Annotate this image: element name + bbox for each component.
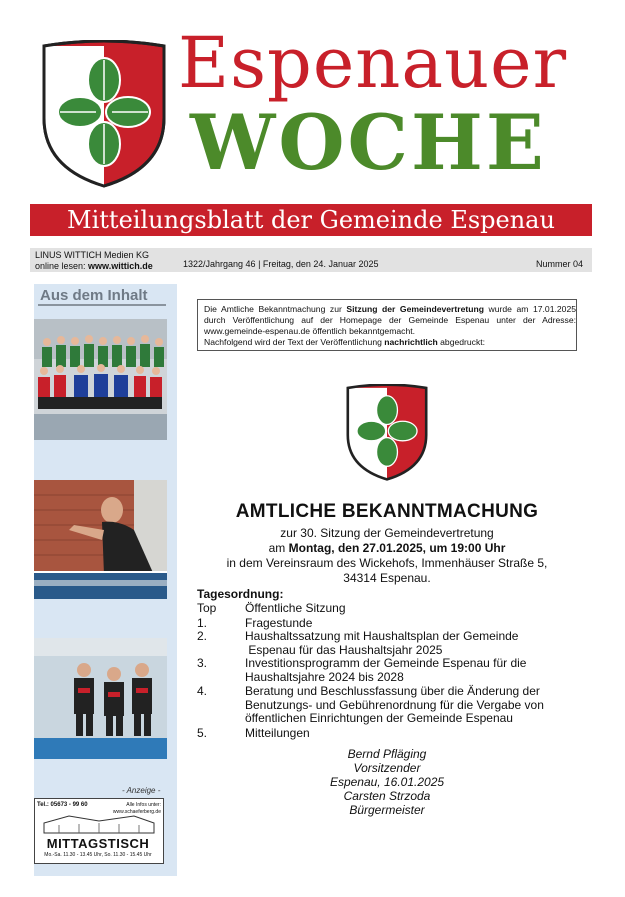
agenda-number: 4. [197,684,208,698]
masthead-banner: Mitteilungsblatt der Gemeinde Espenau [30,204,592,236]
advertisement-mittagstisch[interactable] [34,798,164,864]
ad-phone: Tel.: 05673 - 99 60 [37,802,88,808]
meeting-date: Montag, den 27.01.2025, um 19:00 Uhr [288,541,506,555]
agenda-text: Benutzungs- und Gebührenordnung für die Vergabe von [245,697,544,712]
agenda-number: 5. [197,726,208,740]
agenda-text: Mitteilungen [245,726,310,740]
signature-name-2: Carsten Strzoda [343,789,431,803]
agenda-text: Haushaltssatzung mit Haushaltsplan der Gemeinde [245,629,519,643]
coat-of-arms-icon [343,384,431,482]
sidebar-heading-underline [38,304,166,306]
agenda-text: Haushaltsjahre 2024 bis 2028 [245,669,404,684]
announcement-line1: zur 30. Sitzung der Gemeindevertretung [280,526,494,540]
signature-place-date: Espenau, 16.01.2025 [329,775,445,789]
agenda-text: Espenau für das Haushaltsjahr 2025 [245,642,443,657]
issue-number: Nummer 04 [536,259,584,269]
notice-text: abgedruckt: [437,337,486,347]
announcement-line3: in dem Vereinsraum des Wickehofs, Immenhäuser Straße 5, [226,556,548,570]
ad-label: - Anzeige - [122,786,161,795]
masthead-title-line2: WOCHE [190,98,547,187]
signature-role-1: Vorsitzender [353,761,421,775]
ad-title: MITTAGSTISCH [46,836,150,851]
house-drawing-icon [39,813,159,835]
notice-text: wurde am 17.01.2025 durch Veröffentlichung auf der Homepage der Gemeinde Espenau unter der Adresse: www.gemeinde-espenau.de öffentlich bekanntgemacht. [204,304,576,336]
agenda-number: 1. [197,616,208,630]
sidebar-heading: Aus dem Inhalt [40,287,148,304]
ad-info-line1: Alle Infos unter: [126,802,161,808]
issue-info: 1322/Jahrgang 46 | Freitag, den 24. Januar 2025 [183,259,379,269]
agenda-text: Fragestunde [245,616,313,630]
agenda-number: 3. [197,656,208,670]
agenda-number: 2. [197,629,208,643]
announcement-title: AMTLICHE BEKANNTMACHUNG [235,501,539,522]
ad-hours: Mo.-Sa. 11.30 - 13.45 Uhr, So. 11.30 - 15.45 Uhr [44,852,152,858]
notice-text: Nachfolgend wird der Text der Veröffentlichung [204,337,385,347]
agenda-text: öffentlichen Einrichtungen der Gemeinde Espenau [245,711,513,725]
agenda-text: Beratung und Beschlussfassung über die Änderung der [245,684,540,698]
notice-text: Die Amtliche Bekanntmachung zur [204,304,347,314]
notice-box [197,299,577,351]
publisher-info [35,250,153,272]
photo-team-group [34,319,167,440]
photo-table-tennis-player [34,480,167,599]
announcement-line2-prefix: am [268,541,289,555]
masthead-title-line1: Espenauer [178,22,568,104]
agenda-text: Investitionsprogramm der Gemeinde Espenau für die [245,656,527,670]
publisher-name: LINUS WITTICH Medien KG [35,250,150,260]
agenda-heading: Tagesordnung: [197,587,284,601]
coat-of-arms-logo [40,40,168,190]
announcement-line2 [197,541,577,556]
notice-emphasis: nachrichtlich [384,337,438,347]
ad-info-url: www.schaeferberg.de [112,809,161,815]
signature-name-1: Bernd Pfläging [347,747,427,761]
notice-emphasis: Sitzung der Gemeindevertretung [346,304,484,314]
online-url[interactable]: www.wittich.de [88,261,153,271]
signature-role-2: Bürgermeister [349,803,425,817]
agenda-number: Top [197,601,217,615]
announcement-line4: 34314 Espenau. [343,571,431,585]
agenda-text: Öffentliche Sitzung [245,601,346,615]
online-prefix: online lesen: [35,261,89,271]
photo-players-gym [34,638,167,759]
